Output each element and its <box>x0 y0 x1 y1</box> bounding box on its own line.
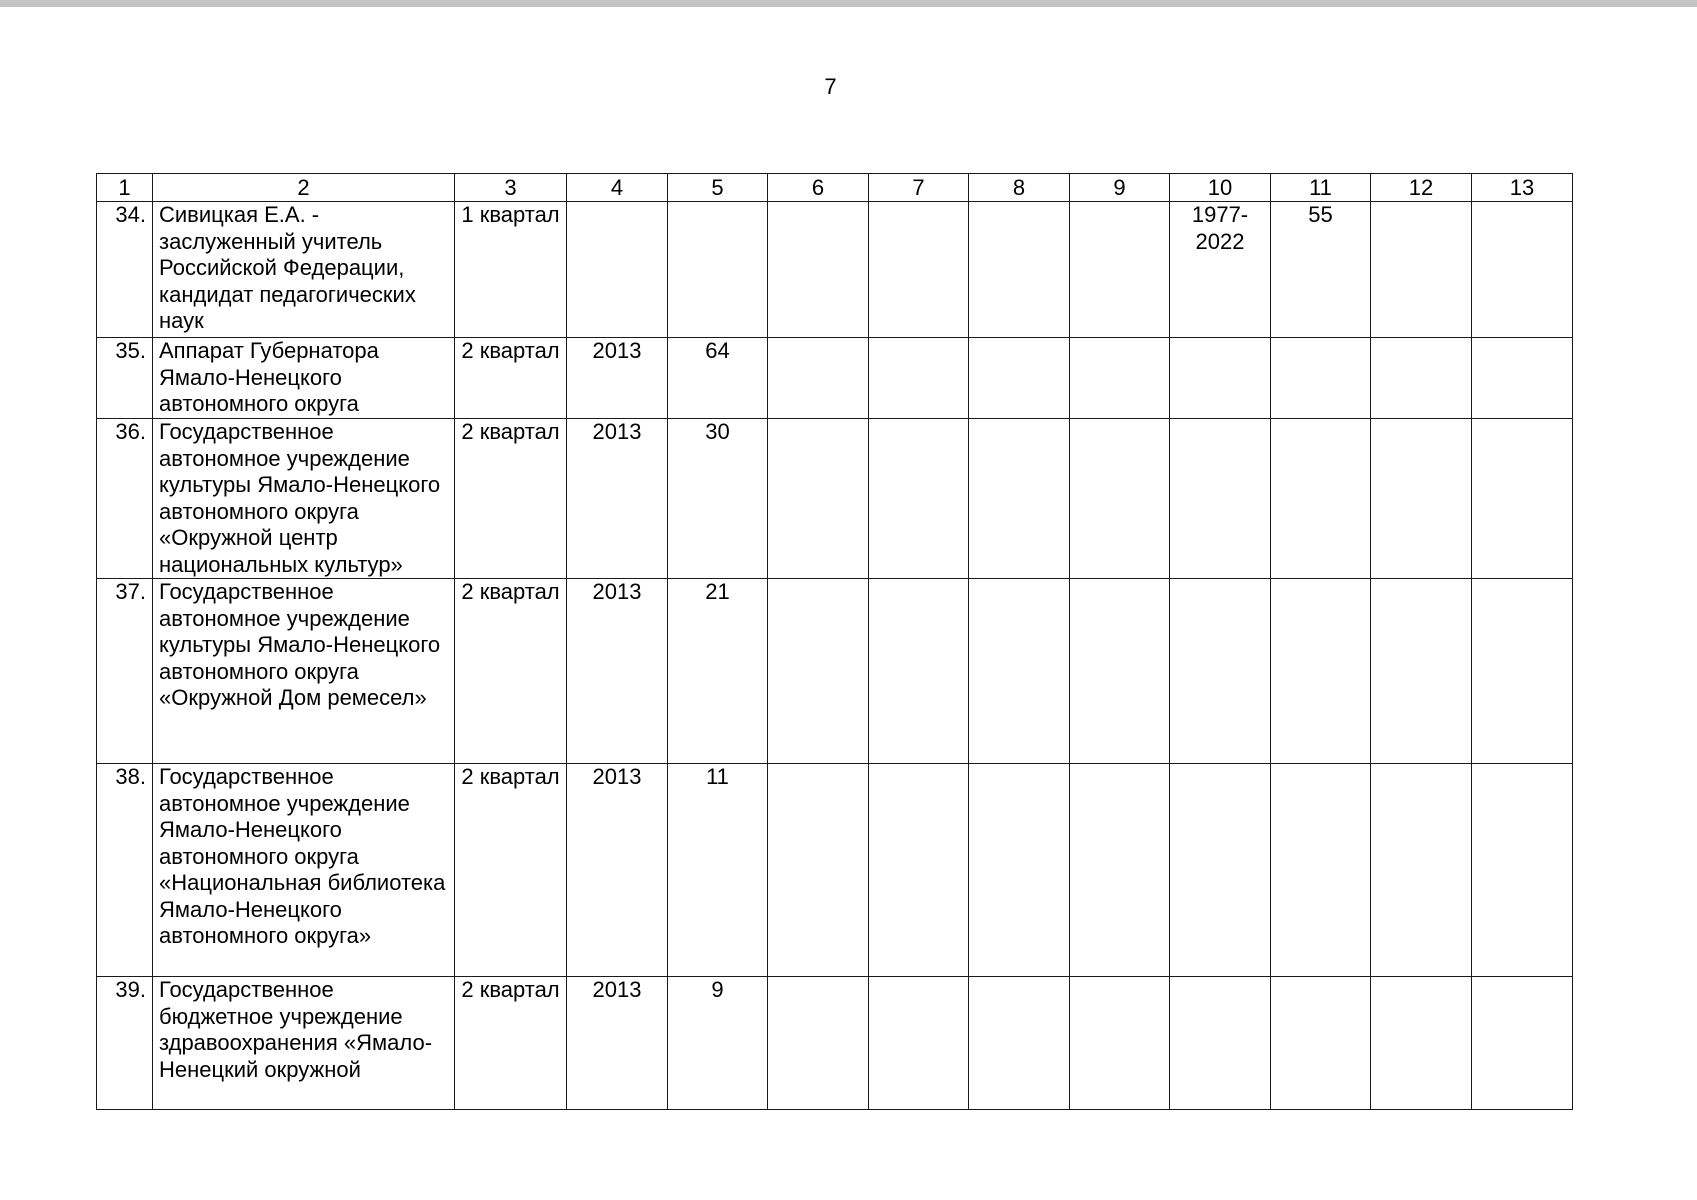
period-cell: 2 квартал <box>455 764 567 977</box>
cell-col13 <box>1472 419 1573 579</box>
cell-col8 <box>969 579 1070 764</box>
cell-col7 <box>869 419 969 579</box>
organization-name: Государственное автономное учреждение культуры Ямало-Ненецкого автономного округа «Окружной Дом ремесел» <box>153 579 455 764</box>
row-number: 39. <box>97 977 153 1110</box>
cell-col5: 11 <box>668 764 768 977</box>
header-cell: 4 <box>567 174 668 202</box>
cell-col11 <box>1271 419 1371 579</box>
cell-col6 <box>768 419 869 579</box>
cell-col10 <box>1170 338 1271 419</box>
period-cell: 2 квартал <box>455 338 567 419</box>
cell-col9 <box>1070 202 1170 338</box>
header-cell: 10 <box>1170 174 1271 202</box>
cell-col6 <box>768 764 869 977</box>
organization-name: Аппарат Губернатора Ямало-Ненецкого автономного округа <box>153 338 455 419</box>
organization-name: Сивицкая Е.А. - заслуженный учитель Российской Федерации, кандидат педагогических наук <box>153 202 455 338</box>
header-cell: 3 <box>455 174 567 202</box>
cell-col6 <box>768 579 869 764</box>
header-cell: 11 <box>1271 174 1371 202</box>
cell-col12 <box>1371 202 1472 338</box>
cell-col4: 2013 <box>567 419 668 579</box>
cell-col4 <box>567 202 668 338</box>
row-number: 34. <box>97 202 153 338</box>
cell-col13 <box>1472 338 1573 419</box>
cell-col11 <box>1271 579 1371 764</box>
cell-col10 <box>1170 419 1271 579</box>
cell-col10: 1977-2022 <box>1170 202 1271 338</box>
cell-col9 <box>1070 338 1170 419</box>
cell-col13 <box>1472 764 1573 977</box>
top-scan-border <box>0 0 1697 7</box>
row-number: 37. <box>97 579 153 764</box>
cell-col9 <box>1070 977 1170 1110</box>
cell-col11: 55 <box>1271 202 1371 338</box>
cell-col7 <box>869 764 969 977</box>
cell-col13 <box>1472 202 1573 338</box>
cell-col8 <box>969 977 1070 1110</box>
cell-col8 <box>969 764 1070 977</box>
period-cell: 1 квартал <box>455 202 567 338</box>
cell-col10 <box>1170 977 1271 1110</box>
cell-col9 <box>1070 764 1170 977</box>
cell-col6 <box>768 202 869 338</box>
cell-col12 <box>1371 764 1472 977</box>
cell-col10 <box>1170 579 1271 764</box>
cell-col9 <box>1070 579 1170 764</box>
organization-name: Государственное автономное учреждение Ямало-Ненецкого автономного округа «Национальная библиотека Ямало-Ненецкого автономного округа» <box>153 764 455 977</box>
row-number: 35. <box>97 338 153 419</box>
table-row <box>97 202 1573 338</box>
period-cell: 2 квартал <box>455 419 567 579</box>
cell-col12 <box>1371 419 1472 579</box>
cell-col6 <box>768 977 869 1110</box>
cell-col13 <box>1472 977 1573 1110</box>
cell-col9 <box>1070 419 1170 579</box>
header-cell: 13 <box>1472 174 1573 202</box>
header-cell: 7 <box>869 174 969 202</box>
cell-col7 <box>869 579 969 764</box>
row-number: 36. <box>97 419 153 579</box>
cell-col8 <box>969 419 1070 579</box>
cell-col12 <box>1371 338 1472 419</box>
cell-col11 <box>1271 764 1371 977</box>
table-row <box>97 977 1573 1110</box>
period-cell: 2 квартал <box>455 977 567 1110</box>
header-cell: 12 <box>1371 174 1472 202</box>
cell-col4: 2013 <box>567 977 668 1110</box>
period-cell: 2 квартал <box>455 579 567 764</box>
header-cell: 5 <box>668 174 768 202</box>
cell-col5: 9 <box>668 977 768 1110</box>
cell-col8 <box>969 338 1070 419</box>
page-number: 7 <box>824 74 837 99</box>
cell-col6 <box>768 338 869 419</box>
cell-col12 <box>1371 977 1472 1110</box>
cell-col7 <box>869 202 969 338</box>
header-cell: 2 <box>153 174 455 202</box>
header-cell: 1 <box>97 174 153 202</box>
organization-name: Государственное бюджетное учреждение здравоохранения «Ямало-Ненецкий окружной <box>153 977 455 1110</box>
cell-col11 <box>1271 338 1371 419</box>
cell-col13 <box>1472 579 1573 764</box>
table-row <box>97 419 1573 579</box>
cell-col10 <box>1170 764 1271 977</box>
cell-col5: 30 <box>668 419 768 579</box>
cell-col5: 64 <box>668 338 768 419</box>
header-cell: 6 <box>768 174 869 202</box>
data-table <box>96 173 1573 1110</box>
cell-col11 <box>1271 977 1371 1110</box>
cell-col5: 21 <box>668 579 768 764</box>
cell-col4: 2013 <box>567 764 668 977</box>
header-row <box>97 174 1573 202</box>
cell-col4: 2013 <box>567 579 668 764</box>
cell-col4: 2013 <box>567 338 668 419</box>
table-row <box>97 764 1573 977</box>
table-row <box>97 338 1573 419</box>
cell-col7 <box>869 977 969 1110</box>
cell-col8 <box>969 202 1070 338</box>
table-row <box>97 579 1573 764</box>
cell-col12 <box>1371 579 1472 764</box>
header-cell: 9 <box>1070 174 1170 202</box>
organization-name: Государственное автономное учреждение культуры Ямало-Ненецкого автономного округа «Окружной центр национальных культур» <box>153 419 455 579</box>
row-number: 38. <box>97 764 153 977</box>
cell-col7 <box>869 338 969 419</box>
cell-col5 <box>668 202 768 338</box>
header-cell: 8 <box>969 174 1070 202</box>
